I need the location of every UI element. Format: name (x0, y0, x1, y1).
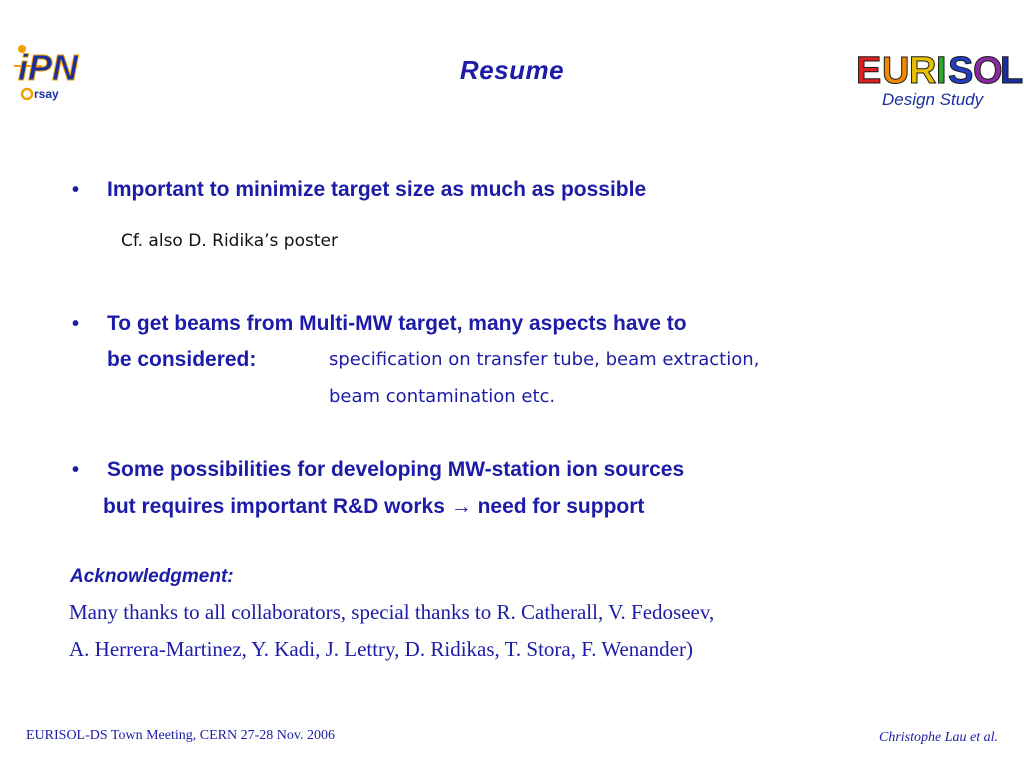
footer-author: Christophe Lau et al. (878, 730, 998, 745)
svg-text:O: O (973, 50, 1003, 92)
svg-text:I: I (936, 50, 947, 92)
svg-text:E: E (856, 50, 882, 92)
bullet-3-line2 (103, 495, 644, 519)
bullet-2-line1: To get beams from Multi-MW target, many aspects have to (107, 312, 687, 335)
bullet-3-line2-a: but requires important R&D works (103, 495, 445, 518)
acknowledgment-line-1: Many thanks to all collaborators, special thanks to R. Catherall, V. Fedoseev, (69, 600, 715, 624)
bullet-3-line1: Some possibilities for developing MW-station ion sources (107, 458, 685, 481)
svg-text:L: L (1000, 50, 1024, 92)
bullet-marker: • (72, 459, 80, 481)
slide-title: Resume (459, 55, 565, 85)
bullet-marker: • (72, 179, 80, 201)
svg-text:rsay: rsay (34, 87, 59, 101)
bullet-3-line2-b: need for support (477, 495, 645, 518)
svg-text:U: U (882, 50, 910, 92)
bullet-2-line2-bold: be considered: (107, 348, 257, 371)
acknowledgment-heading: Acknowledgment: (70, 566, 234, 587)
svg-text:iPN: iPN (18, 47, 79, 88)
svg-text:Design Study: Design Study (882, 90, 984, 109)
svg-text:R: R (909, 50, 937, 92)
bullet-2-line3: beam contamination etc. (329, 386, 556, 407)
bullet-2-line2-rest: specification on transfer tube, beam extraction, (329, 349, 760, 370)
footer-meeting: EURISOL-DS Town Meeting, CERN 27-28 Nov. 2006 (26, 728, 335, 743)
svg-text:S: S (948, 50, 974, 92)
bullet-1-text: Important to minimize target size as much as possible (107, 178, 647, 201)
bullet-1-note: Cf. also D. Ridika’s poster (121, 231, 338, 251)
arrow-right-icon: → (450, 495, 472, 518)
acknowledgment-line-2: A. Herrera-Martinez, Y. Kadi, J. Lettry, D. Ridikas, T. Stora, F. Wenander) (69, 637, 693, 661)
bullet-marker: • (72, 313, 80, 335)
